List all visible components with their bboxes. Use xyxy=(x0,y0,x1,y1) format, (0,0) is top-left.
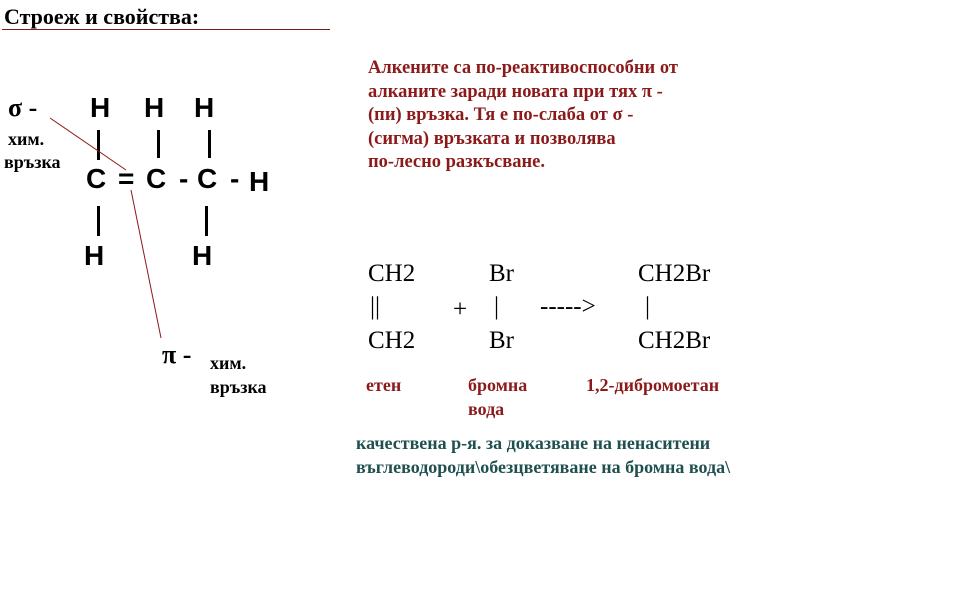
note-line-2: въглеводороди\обезцветяване на бромна вода\ xyxy=(356,456,731,477)
carbon-2: C xyxy=(146,163,167,194)
h-right: H xyxy=(249,166,270,197)
carbon-1: C xyxy=(86,163,107,194)
qualitative-reaction-note xyxy=(356,432,730,479)
h-bottom-2: H xyxy=(192,240,213,271)
carbon-3: C xyxy=(197,163,218,194)
pi-label-line1: хим. xyxy=(210,353,247,373)
reactant1-bond: || xyxy=(370,293,381,320)
single-bond-1: - xyxy=(179,163,189,194)
reactant2-bottom: Br xyxy=(489,327,514,354)
reactant2-name-line1: бромна xyxy=(468,375,528,395)
pi-pointer-line xyxy=(131,190,161,338)
product-bond: | xyxy=(645,293,651,320)
pi-symbol: π - xyxy=(162,340,192,369)
h-top-1: H xyxy=(90,92,111,123)
description-line-3: (пи) връзка. Тя е по-слаба от σ - xyxy=(368,105,634,125)
product-top: CH2Br xyxy=(638,260,711,287)
sigma-label-line2: връзка xyxy=(4,152,61,172)
page-title: Строеж и свойства: xyxy=(4,4,200,29)
description-line-4: (сигма) връзката и позволява xyxy=(368,128,616,149)
single-bond-2: - xyxy=(230,163,240,194)
reactant2-bond: | xyxy=(494,293,500,320)
reactant1-top: CH2 xyxy=(368,260,416,287)
product-bottom: CH2Br xyxy=(638,327,711,354)
reactant1-bottom: CH2 xyxy=(368,327,416,354)
h-top-2: H xyxy=(144,92,165,123)
description-line-5: по-лесно разкъсване. xyxy=(368,152,545,172)
product-name: 1,2-дибромоетан xyxy=(586,375,720,395)
reactant2-name-line2: вода xyxy=(468,399,505,419)
double-bond: = xyxy=(118,163,135,194)
sigma-label-line1: хим. xyxy=(8,129,45,149)
description-line-1: Алкените са по-реактивоспособни от xyxy=(368,58,678,78)
alkene-description xyxy=(368,57,808,175)
h-bottom-1: H xyxy=(84,240,105,271)
reactant1-name: етен xyxy=(366,375,402,395)
reaction-arrow: -----> xyxy=(540,293,596,320)
reactant2-top: Br xyxy=(489,260,514,287)
sigma-symbol: σ - xyxy=(8,93,38,122)
h-top-3: H xyxy=(194,92,215,123)
pi-label-line2: връзка xyxy=(210,377,267,397)
description-line-2: алканите заради новата при тях π - xyxy=(368,81,663,102)
note-line-1: качествена р-я. за доказване на ненаситени xyxy=(356,433,711,453)
plus-sign: + xyxy=(453,296,468,323)
sigma-pointer-line xyxy=(50,118,126,170)
